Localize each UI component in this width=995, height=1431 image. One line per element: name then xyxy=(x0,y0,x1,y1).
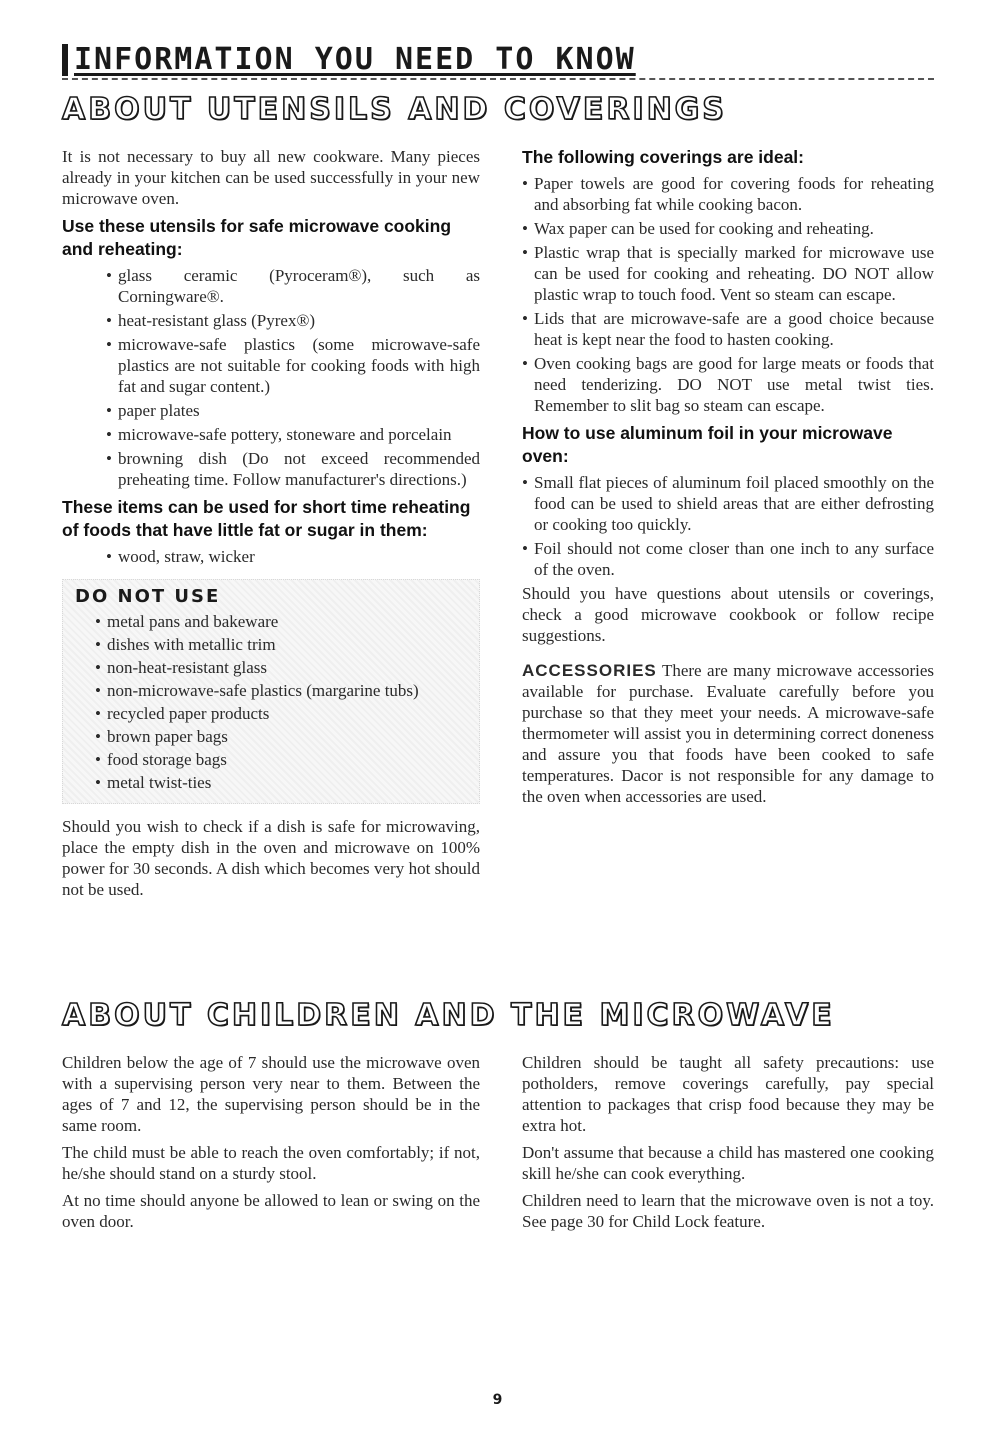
list-item: • brown paper bags xyxy=(95,726,471,748)
dish-check-text: Should you wish to check if a dish is safe for microwaving, place the empty dish in the oven and microwave on 100% power for 30 seconds. A dish which becomes very hot should not be used. xyxy=(62,817,480,899)
foil-heading: How to use aluminum foil in your microwave oven: xyxy=(522,423,893,466)
safe-utensils-list xyxy=(62,265,480,490)
list-item: • food storage bags xyxy=(95,749,471,771)
list-item: • Wax paper can be used for cooking and reheating. xyxy=(522,218,934,239)
list-item: • dishes with metallic trim xyxy=(95,634,471,656)
page-number: 9 xyxy=(492,1392,503,1408)
list-item: • Plastic wrap that is specially marked for microwave use can be used for cooking and reheating. DO NOT allow plastic wrap to touch food. Vent so steam can escape. xyxy=(522,242,934,305)
children-paragraph: Children need to learn that the microwave oven is not a toy. See page 30 for Child Lock feature. xyxy=(522,1191,934,1231)
list-item: • non-heat-resistant glass xyxy=(95,657,471,679)
children-paragraph: The child must be able to reach the oven comfortably; if not, he/she should stand on a sturdy stool. xyxy=(62,1143,480,1183)
list-item: • microwave-safe plastics (some microwave-safe plastics are not suitable for cooking foods with high fat and sugar content.) xyxy=(106,334,480,397)
list-item: • Paper towels are good for covering foods for reheating and absorbing fat while cooking bacon. xyxy=(522,173,934,215)
list-item: • recycled paper products xyxy=(95,703,471,725)
list-item: • metal twist-ties xyxy=(95,772,471,794)
children-right-column xyxy=(522,1052,934,1238)
utensils-section-title: ABOUT UTENSILS AND COVERINGS xyxy=(62,92,727,127)
list-item: • microwave-safe pottery, stoneware and porcelain xyxy=(106,424,480,445)
list-item: • heat-resistant glass (Pyrex®) xyxy=(106,310,480,331)
do-not-use-list xyxy=(67,611,471,794)
coverings-heading: The following coverings are ideal: xyxy=(522,147,804,167)
children-paragraph: Children should be taught all safety precautions: use potholders, remove coverings carefully, pay special attention to packages that crisp food because they may be extra hot. xyxy=(522,1053,934,1135)
questions-text: Should you have questions about utensils or coverings, check a good microwave cookbook or follow recipe suggestions. xyxy=(522,584,934,645)
short-reheat-heading: These items can be used for short time reheating of foods that have little fat or sugar in them: xyxy=(62,497,471,540)
coverings-list xyxy=(522,173,934,416)
list-item: • paper plates xyxy=(106,400,480,421)
utensils-intro: It is not necessary to buy all new cookware. Many pieces already in your kitchen can be used successfully in your new microwave oven. xyxy=(62,147,480,208)
accessories-paragraph xyxy=(522,660,934,807)
children-section-title: ABOUT CHILDREN AND THE MICROWAVE xyxy=(62,998,835,1033)
list-item: • Foil should not come closer than one inch to any surface of the oven. xyxy=(522,538,934,580)
children-paragraph: At no time should anyone be allowed to lean or swing on the oven door. xyxy=(62,1191,480,1231)
list-item: • metal pans and bakeware xyxy=(95,611,471,633)
list-item: • browning dish (Do not exceed recommended preheating time. Follow manufacturer's directions.) xyxy=(106,448,480,490)
page-header-title: INFORMATION YOU NEED TO KNOW xyxy=(74,42,636,77)
short-reheat-list xyxy=(62,546,480,567)
safe-utensils-heading: Use these utensils for safe microwave cooking and reheating: xyxy=(62,216,452,259)
accessories-label: ACCESSORIES xyxy=(522,661,657,680)
do-not-use-heading: DO NOT USE xyxy=(75,586,221,607)
accessories-text: There are many microwave accessories available for purchase. Evaluate carefully before you purchase so that they meet your needs. A microwave-safe thermometer will assist you in determining correct doneness and assure you that foods have been cooked to safe temperatures. Dacor is not responsible for any damage to the oven when accessories are used. xyxy=(522,661,934,806)
list-item: • Oven cooking bags are good for large meats or foods that need tenderizing. DO NOT use metal twist ties. Remember to slit bag so steam can escape. xyxy=(522,353,934,416)
utensils-left-column xyxy=(62,146,480,906)
list-item: • Lids that are microwave-safe are a good choice because heat is kept near the food to hasten cooking. xyxy=(522,308,934,350)
foil-list xyxy=(522,472,934,580)
children-paragraph: Don't assume that because a child has mastered one cooking skill he/she can cook everything. xyxy=(522,1143,934,1183)
list-item: • non-microwave-safe plastics (margarine tubs) xyxy=(95,680,471,702)
page-header xyxy=(62,42,934,80)
list-item: • wood, straw, wicker xyxy=(106,546,480,567)
list-item: • Small flat pieces of aluminum foil placed smoothly on the food can be used to shield areas that are either defrosting or cooking too quickly. xyxy=(522,472,934,535)
children-paragraph: Children below the age of 7 should use the microwave oven with a supervising person very near to them. Between the ages of 7 and 12, the supervising person should be in the same room. xyxy=(62,1053,480,1135)
utensils-right-column xyxy=(522,146,934,813)
children-left-column xyxy=(62,1052,480,1238)
list-item: • glass ceramic (Pyroceram®), such as Corningware®. xyxy=(106,265,480,307)
do-not-use-box xyxy=(62,579,480,804)
header-bar xyxy=(62,44,68,76)
